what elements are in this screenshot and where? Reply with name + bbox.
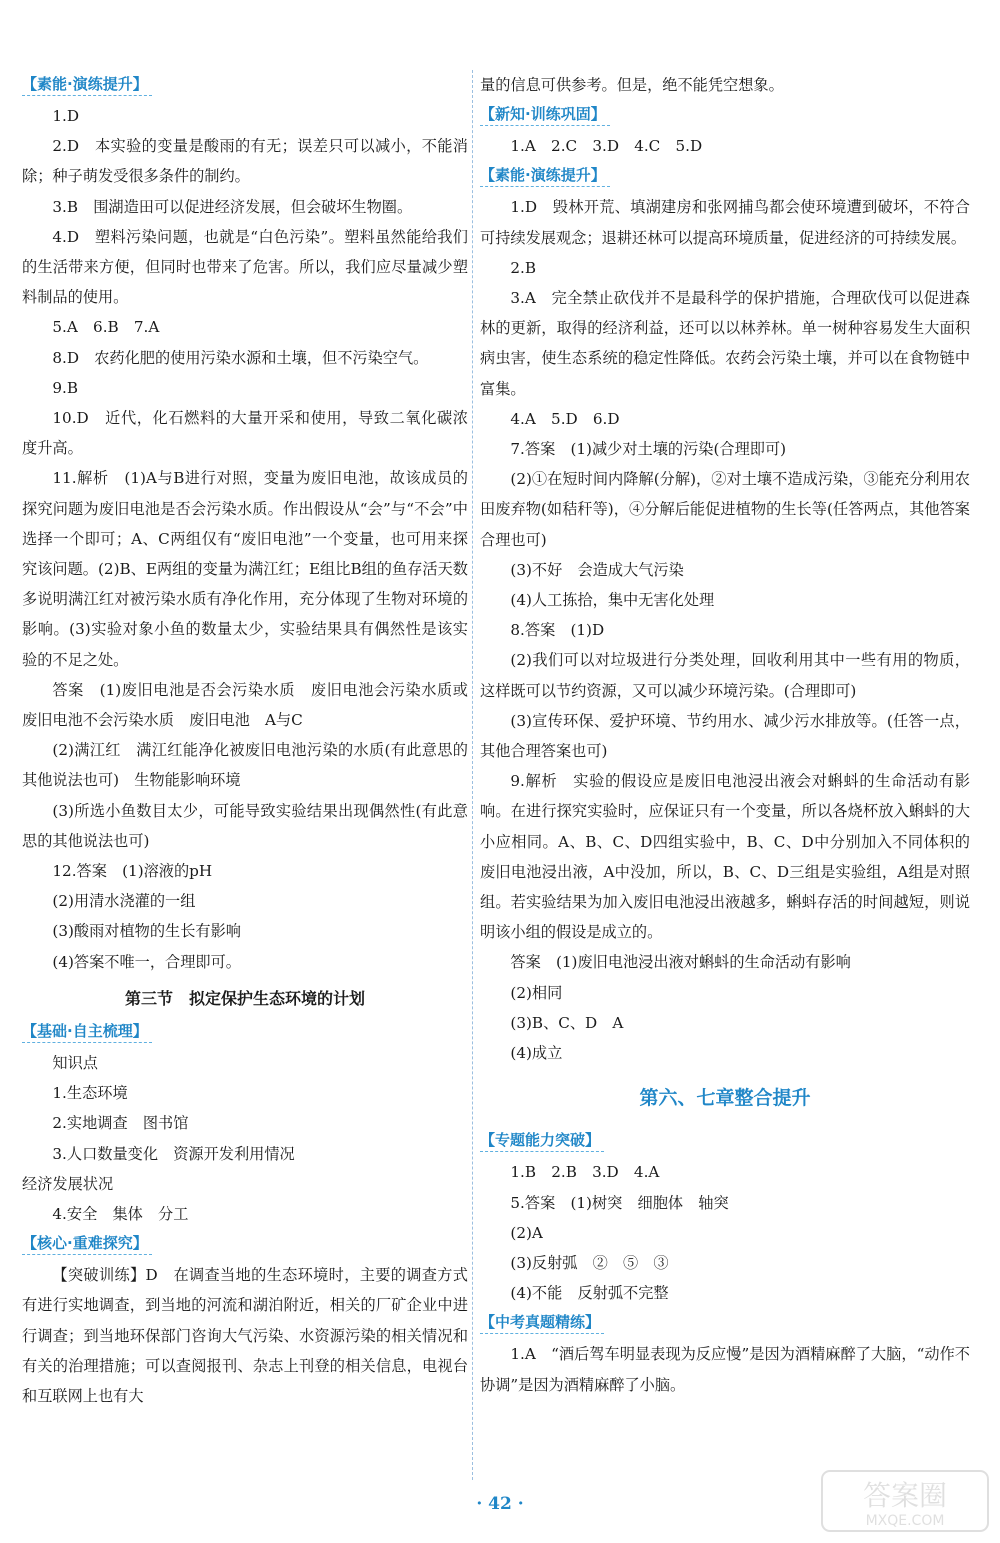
answer-paragraph: 12.答案 (1)溶液的pH: [52, 862, 213, 881]
answer-paragraph: (4)不能 反射弧不完整: [510, 1284, 669, 1303]
answer-paragraph: (4)人工拣拾，集中无害化处理: [510, 591, 715, 610]
section-heading-row: [22, 70, 468, 101]
right-column: [480, 70, 970, 1400]
answer-paragraph: 3.B 围湖造田可以促进经济发展，但会破坏生物圈。: [52, 197, 413, 216]
section-heading: 【核心·重难探究】: [22, 1232, 152, 1255]
answer-paragraph: (3)B、C、D A: [510, 1013, 624, 1032]
answer-paragraph: 1.B 2.B 3.D 4.A: [510, 1163, 660, 1182]
answer-paragraph: 1.D 毁林开荒、填湖建房和张网捕鸟都会使环境遭到破坏，不符合可持续发展观念；退耕还林可以提高环境质量，促进经济的可持续发展。: [480, 198, 970, 247]
answer-paragraph: 答案 (1)废旧电池浸出液对蝌蚪的生命活动有影响: [510, 953, 851, 972]
answer-paragraph: 1.D: [52, 107, 80, 125]
answer-paragraph: 1.生态环境: [52, 1084, 128, 1103]
section-heading: 【基础·自主梳理】: [22, 1020, 152, 1043]
answer-paragraph: (2)A: [510, 1223, 543, 1242]
answer-paragraph: 4.D 塑料污染问题，也就是“白色污染”。塑料虽然能给我们的生活带来方便，但同时也带来了危害。所以，我们应尽量减少塑料制品的使用。: [22, 227, 468, 307]
answer-paragraph: 答案 (1)废旧电池是否会污染水质 废旧电池会污染水质或废旧电池不会污染水质 废旧电池 A与C: [22, 680, 468, 730]
answer-paragraph: 5.A 6.B 7.A: [52, 318, 160, 337]
answer-paragraph: (4)答案不唯一，合理即可。: [52, 952, 241, 971]
section-heading: 【素能·演练提升】: [22, 73, 152, 96]
answer-paragraph: 2.D 本实验的变量是酸雨的有无；误差只可以减小，不能消除；种子萌发受很多条件的制约。: [22, 137, 468, 186]
answer-paragraph: 1.A “酒后驾车明显表现为反应慢”是因为酒精麻醉了大脑，“动作不协调”是因为酒精麻醉了小脑。: [480, 1345, 970, 1394]
section-heading-row: [22, 1229, 468, 1260]
answer-paragraph: (4)成立: [510, 1044, 563, 1063]
section-heading: 【新知·训练巩固】: [480, 103, 610, 126]
answer-paragraph: (3)反射弧 ② ⑤ ③: [510, 1253, 669, 1272]
answer-paragraph: (2)用清水浇灌的一组: [52, 892, 196, 911]
answer-paragraph: 8.D 农药化肥的使用污染水源和土壤，但不污染空气。: [52, 348, 429, 367]
answer-paragraph: (3)酸雨对植物的生长有影响: [52, 922, 241, 941]
answer-paragraph: 经济发展状况: [22, 1174, 114, 1193]
svg-text:答案圈: 答案圈: [862, 1479, 948, 1512]
answer-paragraph: 知识点: [52, 1053, 98, 1072]
answer-paragraph: 5.答案 (1)树突 细胞体 轴突: [510, 1193, 729, 1212]
svg-text:MXQE.COM: MXQE.COM: [865, 1513, 945, 1529]
section-heading: 【素能·演练提升】: [480, 164, 610, 187]
answer-paragraph: 2.实地调查 图书馆: [52, 1114, 189, 1133]
section-heading: 【专题能力突破】: [480, 1129, 604, 1152]
answer-paragraph: 11.解析 (1)A与B进行对照，变量为废旧电池，故该成员的探究问题为废旧电池是否会污染水质。作出假设从“会”与“不会”中选择一个即可；A、C两组仅有“废旧电池”一个变量，也可用来探究该问题。(2)B、E两组的变量为满江红；E组比B组的鱼存活天数多说明满江红对被污染水质有净化作用，充分体现了生物对环境的影响。(3)实验对象小鱼的数量太少，实验结果具有偶然性是该实验的不足之处。: [22, 469, 468, 669]
answer-paragraph: (2)①在短时间内降解(分解)，②对土壤不造成污染，③能充分利用农田废弃物(如秸秆等)，④分解后能促进植物的生长等(任答两点，其他答案合理也可): [480, 470, 970, 549]
answer-paragraph: 3.A 完全禁止砍伐并不是最科学的保护措施，合理砍伐可以促进森林的更新，取得的经济利益，还可以以林养林。单一树种容易发生大面积病虫害，使生态系统的稳定性降低。农药会污染土壤，并可以在食物链中富集。: [480, 289, 970, 398]
answer-paragraph: 7.答案 (1)减少对土壤的污染(合理即可): [510, 440, 787, 459]
answer-paragraph: 3.人口数量变化 资源开发利用情况: [52, 1144, 295, 1163]
section-heading-row: [480, 100, 970, 131]
answer-paragraph: (2)相同: [510, 983, 563, 1002]
answer-paragraph: 量的信息可供参考。但是，绝不能凭空想象。: [480, 76, 784, 94]
answer-paragraph: 9.B: [52, 378, 79, 397]
answer-paragraph: 9.解析 实验的假设应是废旧电池浸出液会对蝌蚪的生命活动有影响。在进行探究实验时，应保证只有一个变量，所以各烧杯放入蝌蚪的大小应相同。A、B、C、D四组实验中，B、C、D中分别加入不同体积的废旧电池浸出液，A中没加，所以，B、C、D三组是实验组，A组是对照组。若实验结果为加入废旧电池浸出液越多，蝌蚪存活的时间越短，则说明该小组的假设是成立的。: [480, 772, 970, 942]
answer-paragraph: (2)我们可以对垃圾进行分类处理，回收利用其中一些有用的物质，这样既可以节约资源，又可以减少环境污染。(合理即可): [480, 651, 970, 700]
answer-paragraph: (2)满江红 满江红能净化被废旧电池污染的水质(有此意思的其他说法也可) 生物能影响环境: [22, 741, 468, 790]
section-heading-row: [22, 1017, 468, 1048]
answer-paragraph: 【突破训练】D 在调查当地的生态环境时，主要的调查方式有进行实地调查，到当地的河流和湖泊附近，相关的厂矿企业中进行调查；到当地环保部门咨询大气污染、水资源污染的相关情况和有关的治理措施；可以查阅报刊、杂志上刊登的相关信息，电视台和互联网上也有大: [22, 1266, 468, 1405]
answer-paragraph: 4.A 5.D 6.D: [510, 409, 620, 428]
section-heading-row: [480, 161, 970, 192]
column-divider: [472, 70, 473, 1480]
answer-paragraph: 4.安全 集体 分工: [52, 1204, 189, 1223]
page-number: · 42 ·: [476, 1494, 524, 1514]
answer-paragraph: 1.A 2.C 3.D 4.C 5.D: [510, 137, 703, 156]
answer-paragraph: 8.答案 (1)D: [510, 621, 605, 640]
section-title: 第三节 拟定保护生态环境的计划: [124, 988, 365, 1008]
answer-paragraph: (3)所选小鱼数目太少，可能导致实验结果出现偶然性(有此意思的其他说法也可): [22, 801, 468, 850]
answer-paragraph: 10.D 近代，化石燃料的大量开采和使用，导致二氧化碳浓度升高。: [22, 409, 468, 458]
left-column: [22, 70, 468, 1411]
answer-paragraph: 2.B: [510, 258, 537, 277]
section-heading: 【中考真题精练】: [480, 1311, 604, 1334]
answer-paragraph: (3)宣传环保、爱护环境、节约用水、减少污水排放等。(任答一点，其他合理答案也可): [480, 711, 970, 761]
section-heading-row: [480, 1126, 970, 1157]
answer-paragraph: (3)不好 会造成大气污染: [510, 560, 684, 579]
section-heading-row: [480, 1308, 970, 1339]
chapter-title: 第六、七章整合提升: [639, 1087, 811, 1110]
